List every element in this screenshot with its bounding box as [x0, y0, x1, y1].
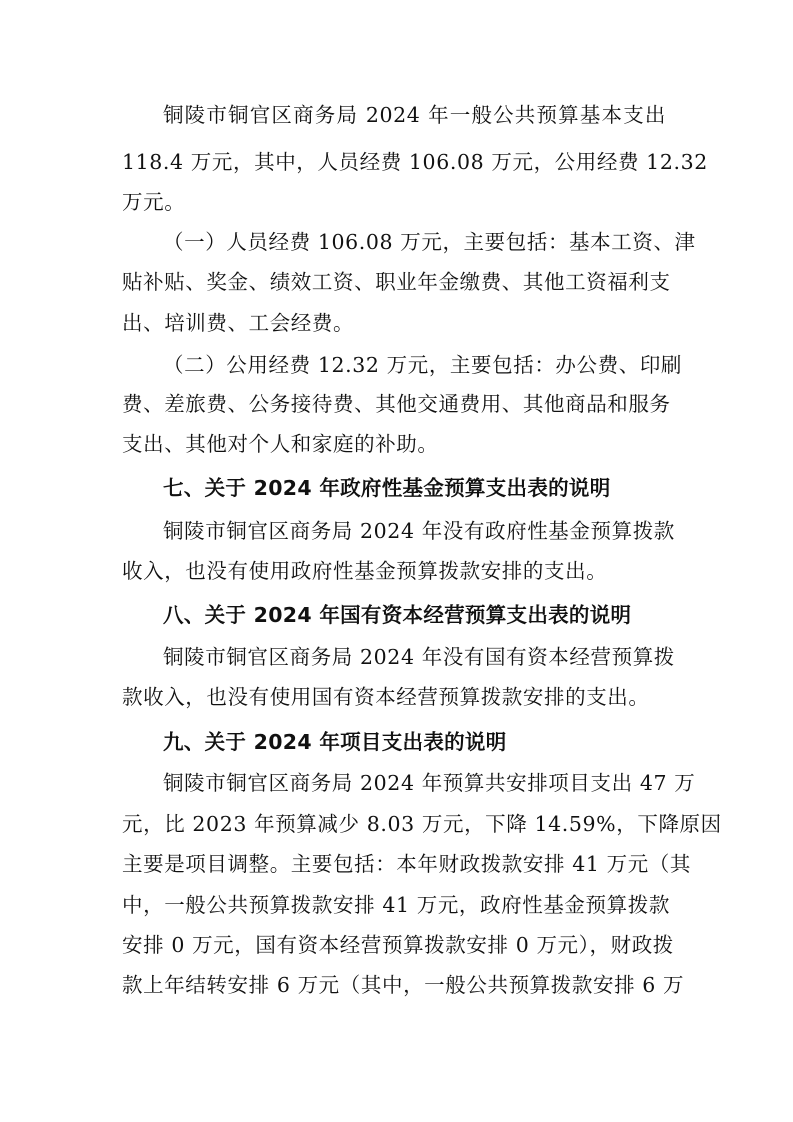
paragraph-line: 支出、其他对个人和家庭的补助。: [122, 432, 439, 456]
paragraph-line: 铜陵市铜官区商务局 2024 年一般公共预算基本支出: [163, 103, 666, 127]
paragraph-line: 铜陵市铜官区商务局 2024 年没有国有资本经营预算拨: [163, 645, 675, 669]
paragraph-line: 元，比 2023 年预算减少 8.03 万元，下降 14.59%，下降原因: [122, 812, 722, 836]
paragraph-line: 118.4 万元，其中，人员经费 106.08 万元，公用经费 12.32: [122, 150, 708, 174]
section-heading: 七、关于 2024 年政府性基金预算支出表的说明: [163, 476, 611, 500]
paragraph-line: 铜陵市铜官区商务局 2024 年没有政府性基金预算拨款: [163, 519, 675, 543]
paragraph-line: 安排 0 万元，国有资本经营预算拨款安排 0 万元），财政拨: [122, 933, 674, 957]
section-heading: 八、关于 2024 年国有资本经营预算支出表的说明: [163, 603, 632, 627]
paragraph-line: 费、差旅费、公务接待费、其他交通费用、其他商品和服务: [122, 392, 671, 416]
paragraph-line: 铜陵市铜官区商务局 2024 年预算共安排项目支出 47 万: [163, 771, 696, 795]
paragraph-line: （二）公用经费 12.32 万元，主要包括：办公费、印刷: [163, 353, 683, 377]
paragraph-line: 款收入，也没有使用国有资本经营预算拨款安排的支出。: [122, 685, 650, 709]
section-heading: 九、关于 2024 年项目支出表的说明: [163, 730, 507, 754]
paragraph-line: 款上年结转安排 6 万元（其中，一般公共预算拨款安排 6 万: [122, 973, 685, 997]
paragraph-line: 贴补贴、奖金、绩效工资、职业年金缴费、其他工资福利支: [122, 270, 671, 294]
paragraph-line: （一）人员经费 106.08 万元，主要包括：基本工资、津: [163, 230, 696, 254]
paragraph-line: 出、培训费、工会经费。: [122, 311, 355, 335]
paragraph-line: 中，一般公共预算拨款安排 41 万元，政府性基金预算拨款: [122, 893, 670, 917]
paragraph-line: 主要是项目调整。主要包括：本年财政拨款安排 41 万元（其: [122, 852, 692, 876]
paragraph-line: 万元。: [122, 190, 186, 214]
paragraph-line: 收入，也没有使用政府性基金预算拨款安排的支出。: [122, 559, 608, 583]
